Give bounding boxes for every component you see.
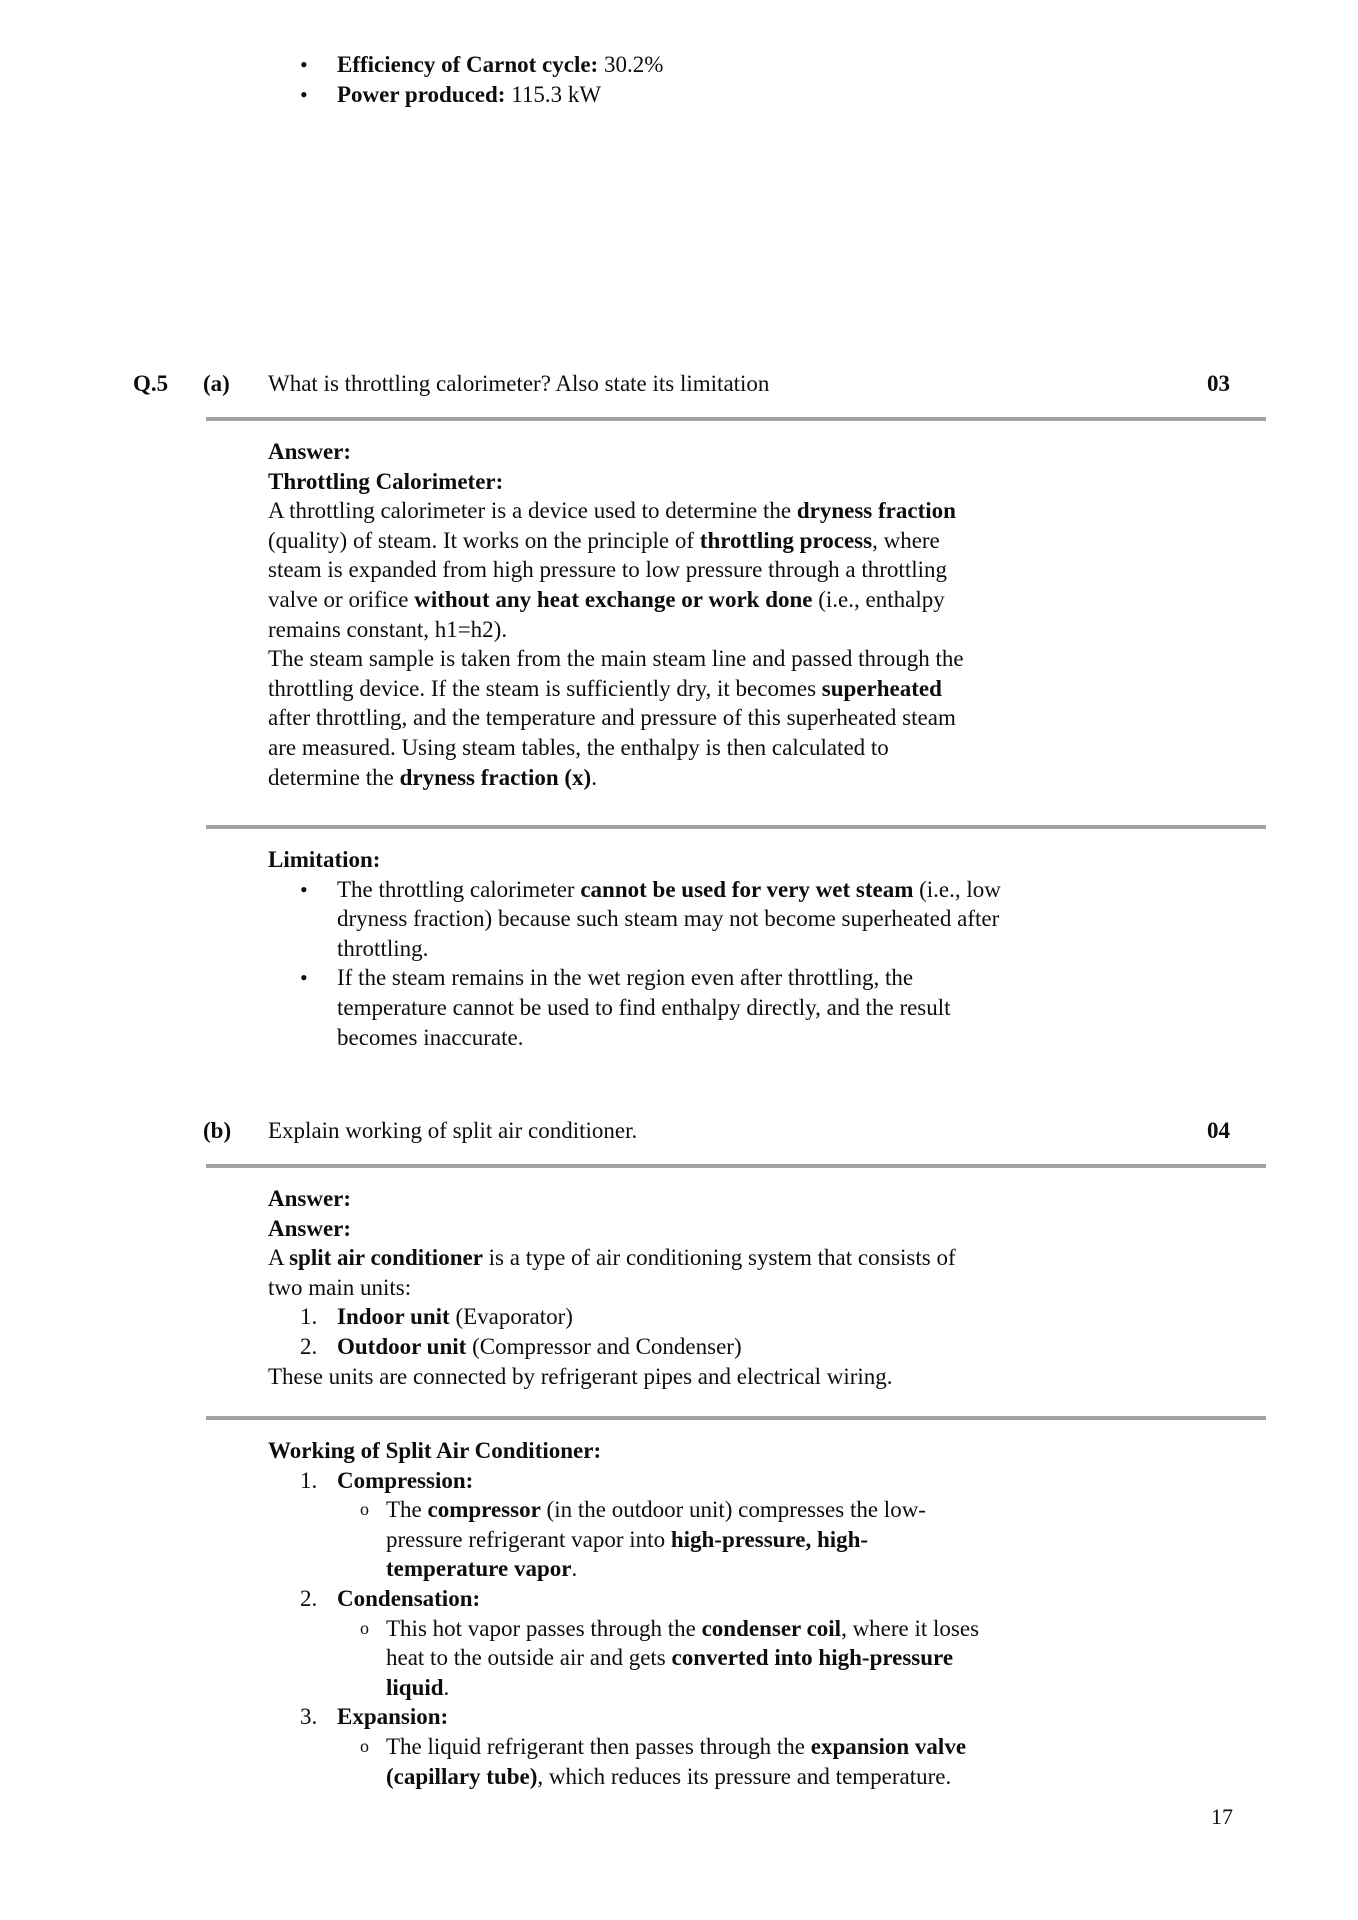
paragraph: The steam sample is taken from the main steam line and passed through the throttling device. If the steam is sufficiently dry, it becomes superheated after throttling, and the temperature and pressure of this superheated steam are measured. Using steam tables, the enthalpy is then calculated to determine the dryness fraction (x). [268,646,964,790]
answer-subheading: Throttling Calorimeter: [268,468,504,494]
circle-bullet-icon: o [360,1499,369,1520]
answer-heading: Answer: [268,1186,352,1211]
numbered-item [300,1302,1098,1332]
question-text: Explain working of split air conditioner. [268,1118,638,1143]
answer-heading: Answer: [268,439,352,464]
section-divider [206,1164,1266,1168]
item-number: 1. [300,1467,318,1493]
sub-list-item [360,1732,1098,1791]
answer-a-block [268,437,1098,792]
marks-value: 03 [1207,371,1230,396]
list-item-text: This hot vapor passes through the condenser coil, where it loses heat to the outside air and gets converted into high-pressure liquid. [386,1615,980,1700]
result-text: Efficiency of Carnot cycle: 30.2% [337,52,664,77]
item-number: 2. [300,1333,318,1359]
working-block [268,1436,1098,1791]
page-number: 17 [1211,1804,1233,1829]
sub-list-item [360,1495,1098,1584]
step-title: Condensation: [337,1585,481,1611]
limitation-block [268,845,1098,1052]
question-letter: (b) [203,1118,232,1143]
marks-value: 04 [1207,1118,1230,1143]
bullet-icon: • [300,81,308,107]
question-row-a [0,371,1358,401]
answer-heading: Answer: [268,1215,352,1241]
item-number: 1. [300,1304,318,1330]
step-title: Expansion: [337,1704,449,1730]
bullet-icon: • [300,965,308,991]
list-item [300,80,1098,110]
circle-bullet-icon: o [360,1735,369,1756]
question-letter: (a) [203,371,230,396]
step-title: Compression: [337,1467,474,1493]
paragraph: A split air conditioner is a type of air conditioning system that consists of two main units: [268,1245,956,1300]
bullet-icon: • [300,52,308,77]
sub-list-item [360,1614,1098,1703]
list-item-text: The throttling calorimeter cannot be used for very wet steam (i.e., low dryness fraction) because such steam may not become superheated after throttling. [337,876,1001,961]
list-item-text: Outdoor unit (Compressor and Condenser) [337,1333,742,1359]
numbered-item [300,1702,1098,1732]
question-number: Q.5 [133,371,169,396]
list-item [300,963,1098,1052]
numbered-item [300,1584,1098,1614]
list-item-text: The liquid refrigerant then passes through the expansion valve (capillary tube), which reduces its pressure and temperature. [386,1733,967,1789]
list-item-text: If the steam remains in the wet region even after throttling, the temperature cannot be used to find enthalpy directly, and the result becomes inaccurate. [337,965,951,1050]
list-item [300,50,1098,80]
item-number: 3. [300,1704,318,1730]
circle-bullet-icon: o [360,1617,369,1638]
list-item [300,875,1098,964]
numbered-item [300,1466,1098,1496]
list-item-text: Indoor unit (Evaporator) [337,1304,573,1330]
working-heading: Working of Split Air Conditioner: [268,1438,602,1463]
item-number: 2. [300,1585,318,1611]
numbered-item [300,1332,1098,1362]
paragraph: These units are connected by refrigerant pipes and electrical wiring. [268,1363,893,1389]
question-text: What is throttling calorimeter? Also state its limitation [268,371,770,396]
result-text: Power produced: 115.3 kW [337,81,602,107]
list-item-text: The compressor (in the outdoor unit) compresses the low- pressure refrigerant vapor into high-pressure, high- temperature vapor. [386,1497,926,1582]
section-divider [206,417,1266,421]
bullet-icon: • [300,876,308,902]
paragraph: A throttling calorimeter is a device used to determine the dryness fraction (quality) of steam. It works on the principle of throttling process, where steam is expanded from high pressure to low pressure through a throttling valve or orifice without any heat exchange or work done (i.e., enthalpy remains constant, h1=h2). [268,498,956,642]
section-divider [206,1416,1266,1420]
section-divider [206,825,1266,829]
results-bullet-list [268,50,1098,109]
answer-b-block [268,1184,1098,1391]
limitation-heading: Limitation: [268,847,381,872]
question-row-b [0,1118,1358,1148]
